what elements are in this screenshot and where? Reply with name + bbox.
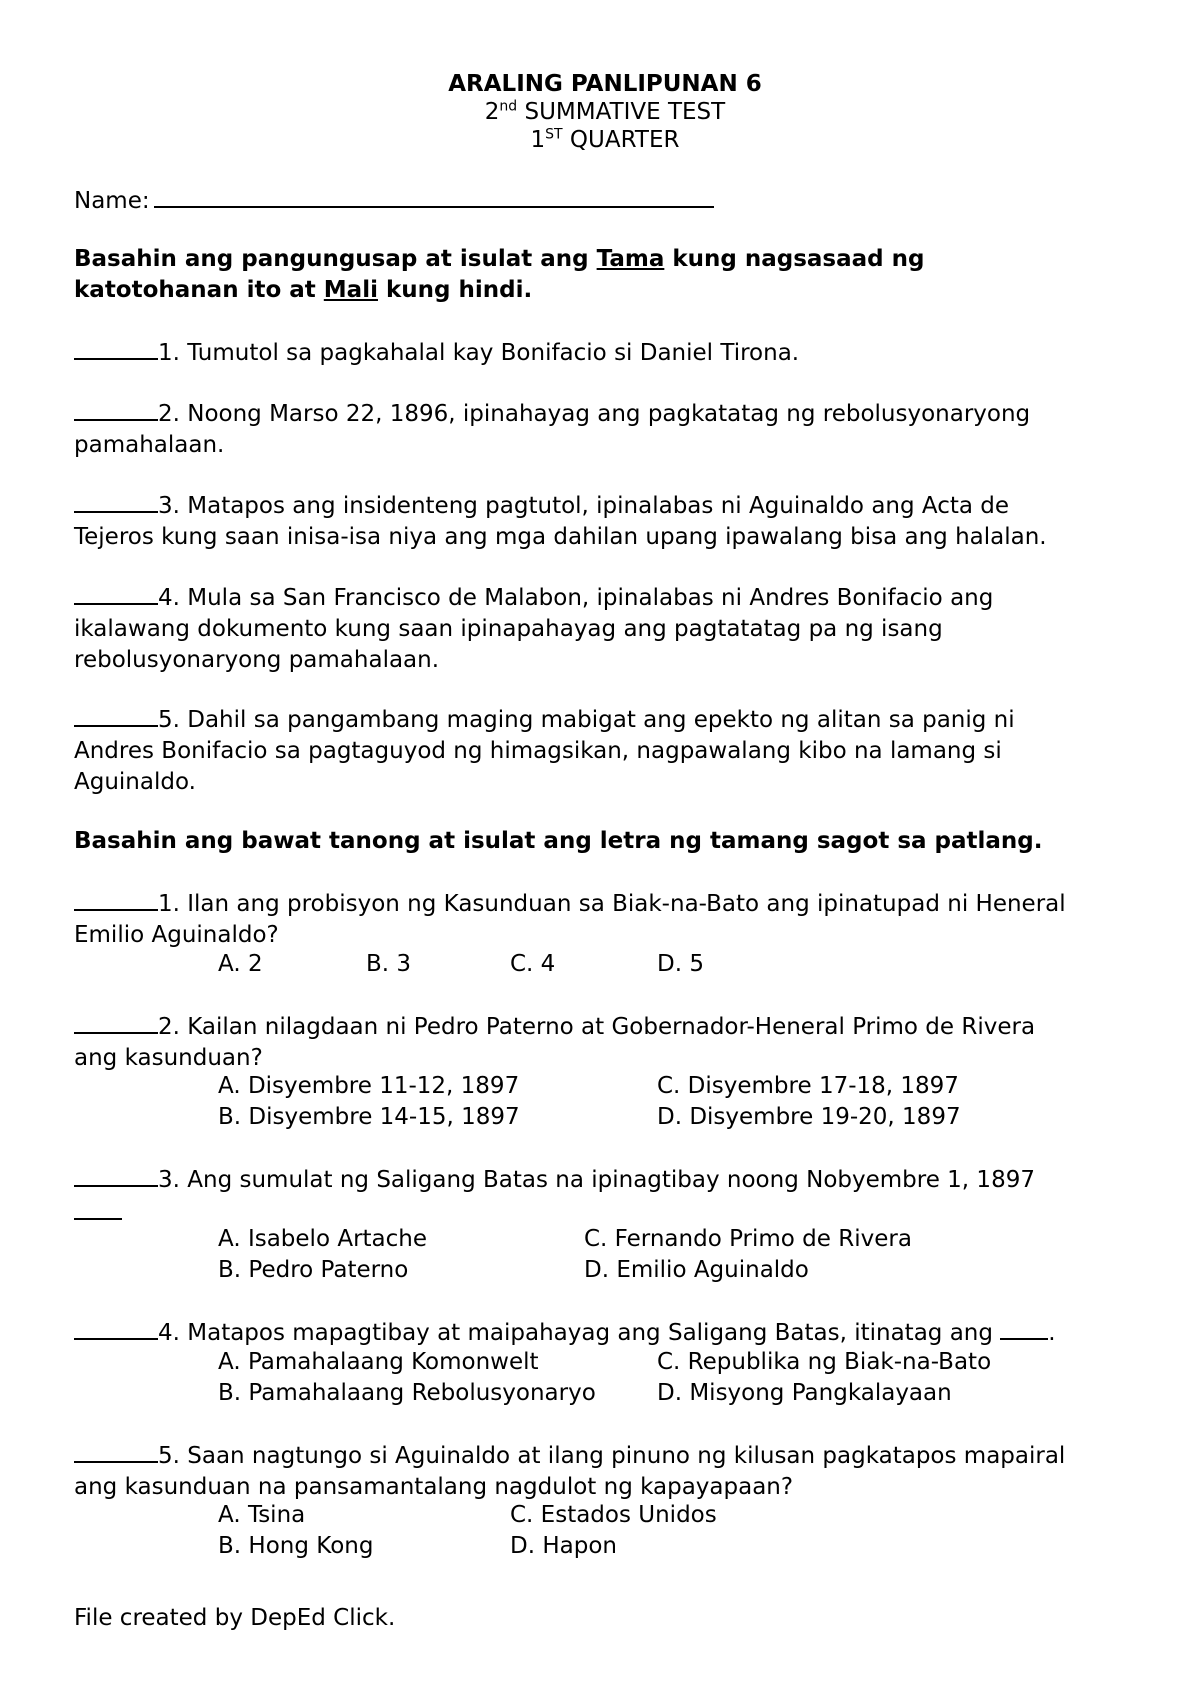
mc-question-5: 5. Saan nagtungo si Aguinaldo at ilang pinuno ng kilusan pagkatapos mapairal ang kasunduan na pansamantalang nagdulot ng kapayapaan? <box>74 1439 1144 1503</box>
footer-credit: File created by DepEd Click. <box>74 1605 396 1631</box>
option-d: D. Disyembre 19-20, 1897 <box>657 1104 961 1130</box>
answer-blank[interactable] <box>74 1010 158 1034</box>
part1-instruction: Basahin ang pangungusap at isulat ang Tama kung nagsasaad ng katotohanan ito at Mali kung hindi. <box>74 246 925 303</box>
fill-in-blank[interactable] <box>74 1196 122 1220</box>
option-b: B. Pamahalaang Rebolusyonaryo <box>218 1380 596 1406</box>
mc-question-4: 4. Matapos mapagtibay at maipahayag ang Saligang Batas, itinatag ang . <box>74 1316 1144 1349</box>
document-header <box>0 70 1200 154</box>
option-c: C. Republika ng Biak-na-Bato <box>657 1349 992 1375</box>
answer-blank[interactable] <box>74 1439 158 1463</box>
fill-in-blank[interactable] <box>1000 1316 1048 1340</box>
option-a: A. 2 <box>218 951 263 977</box>
quarter-title: 1ST QUARTER <box>530 126 680 153</box>
option-b: B. Disyembre 14-15, 1897 <box>218 1104 520 1130</box>
subject-title: ARALING PANLIPUNAN 6 <box>448 71 762 97</box>
answer-blank[interactable] <box>74 489 158 513</box>
option-b: B. Pedro Paterno <box>218 1257 409 1283</box>
tf-item-3: 3. Matapos ang insidenteng pagtutol, ipinalabas ni Aguinaldo ang Acta de Tejeros kung saan inisa-isa niya ang mga dahilan upang ipawalang bisa ang halalan. <box>74 489 1144 553</box>
answer-blank[interactable] <box>74 581 158 605</box>
answer-blank[interactable] <box>74 397 158 421</box>
option-d: D. 5 <box>657 951 704 977</box>
answer-blank[interactable] <box>74 703 158 727</box>
name-field[interactable] <box>74 184 1144 217</box>
tf-item-4: 4. Mula sa San Francisco de Malabon, ipinalabas ni Andres Bonifacio ang ikalawang dokumento kung saan ipinapahayag ang pagtatatag pa ng isang rebolusyonaryong pamahalaan. <box>74 581 1144 676</box>
tf-item-2: 2. Noong Marso 22, 1896, ipinahayag ang pagkatatag ng rebolusyonaryong pamahalaan. <box>74 397 1144 461</box>
option-a: A. Tsina <box>218 1502 306 1528</box>
option-b: B. Hong Kong <box>218 1533 374 1559</box>
mc-question-1: 1. Ilan ang probisyon ng Kasunduan sa Biak-na-Bato ang ipinatupad ni Heneral Emilio Aguinaldo? <box>74 887 1144 951</box>
tf-item-5: 5. Dahil sa pangambang maging mabigat ang epekto ng alitan sa panig ni Andres Bonifacio sa pagtaguyod ng himagsikan, nagpawalang kibo na lamang si Aguinaldo. <box>74 703 1144 798</box>
option-c: C. Disyembre 17-18, 1897 <box>657 1073 959 1099</box>
option-d: D. Misyong Pangkalayaan <box>657 1380 952 1406</box>
name-blank-line[interactable] <box>154 184 714 208</box>
answer-blank[interactable] <box>74 1163 158 1187</box>
option-c: C. 4 <box>510 951 556 977</box>
answer-blank[interactable] <box>74 887 158 911</box>
option-a: A. Disyembre 11-12, 1897 <box>218 1073 520 1099</box>
test-title: 2nd SUMMATIVE TEST <box>484 98 726 125</box>
answer-blank[interactable] <box>74 1316 158 1340</box>
option-c: C. Estados Unidos <box>510 1502 717 1528</box>
part2-instruction: Basahin ang bawat tanong at isulat ang letra ng tamang sagot sa patlang. <box>74 828 1043 854</box>
tf-item-1: 1. Tumutol sa pagkahalal kay Bonifacio si Daniel Tirona. <box>74 336 1144 369</box>
answer-blank[interactable] <box>74 336 158 360</box>
option-d: D. Hapon <box>510 1533 617 1559</box>
option-a: A. Pamahalaang Komonwelt <box>218 1349 539 1375</box>
name-label: Name: <box>74 188 150 214</box>
mc-question-3: 3. Ang sumulat ng Saligang Batas na ipinagtibay noong Nobyembre 1, 1897 <box>74 1163 1144 1229</box>
option-a: A. Isabelo Artache <box>218 1226 428 1252</box>
option-b: B. 3 <box>366 951 412 977</box>
option-d: D. Emilio Aguinaldo <box>584 1257 809 1283</box>
option-c: C. Fernando Primo de Rivera <box>584 1226 912 1252</box>
mc-question-2: 2. Kailan nilagdaan ni Pedro Paterno at Gobernador-Heneral Primo de Rivera ang kasunduan? <box>74 1010 1144 1074</box>
